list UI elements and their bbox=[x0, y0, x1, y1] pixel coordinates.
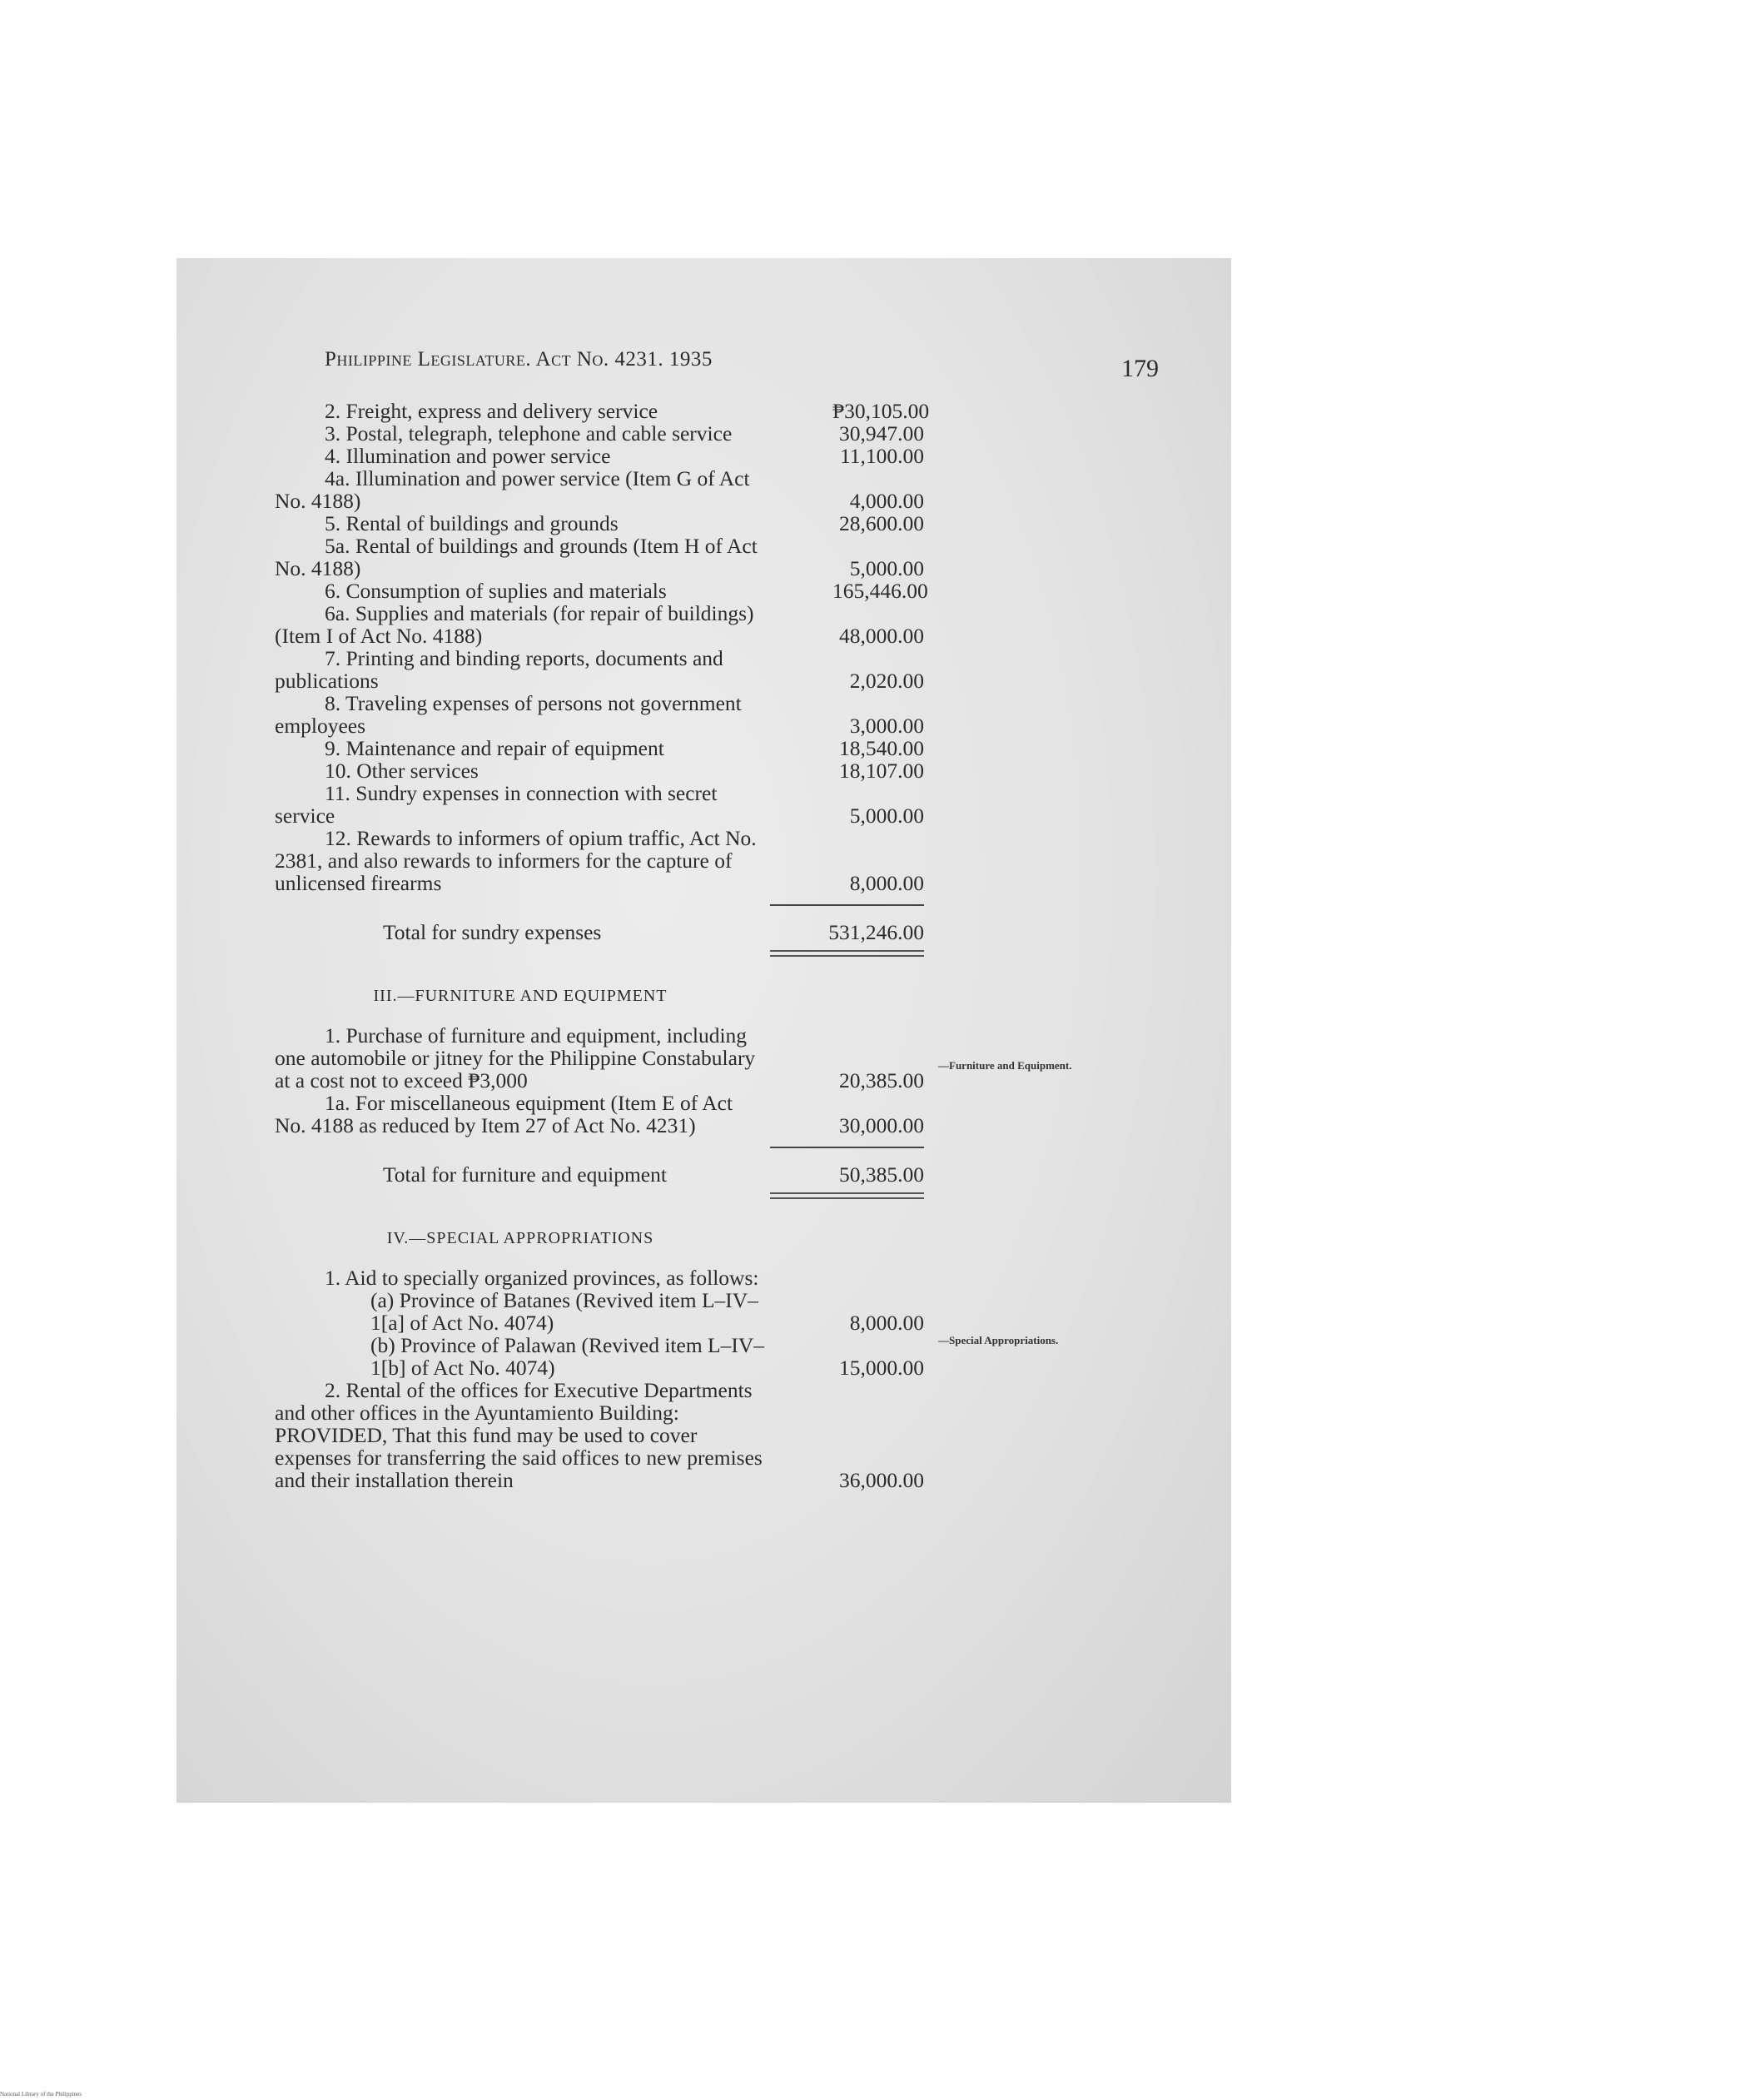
furniture-item-row bbox=[275, 1023, 924, 1092]
sundry-item-amount: ₱30,105.00 bbox=[832, 399, 930, 423]
sundry-item-amount: 18,540.00 bbox=[839, 736, 924, 760]
furniture-item-amount: 20,385.00 bbox=[839, 1068, 924, 1092]
section-heading-special: IV.—SPECIAL APPROPRIATIONS bbox=[386, 1229, 654, 1247]
sundry-item-row bbox=[275, 579, 928, 603]
sundry-item-text: 10. Other services bbox=[325, 759, 479, 783]
sundry-item-amount: 28,600.00 bbox=[839, 511, 924, 535]
page-number: 179 bbox=[1121, 355, 1159, 382]
sundry-item-row bbox=[275, 421, 924, 445]
furniture-item-amount: 30,000.00 bbox=[839, 1113, 924, 1137]
sundry-item-amount: 2,020.00 bbox=[849, 669, 924, 693]
furniture-item-text: 1a. For miscellaneous equipment (Item E of Act No. 4188 as reduced by Item 27 of Act No. 4231) bbox=[275, 1091, 733, 1137]
special-item-text: 2. Rental of the offices for Executive Departments and other offices in the Ayuntamiento Building: PROVIDED, That this fund may be used to cover expenses for transferring the said offices to new premises and their installation therein bbox=[275, 1378, 763, 1492]
furniture-item-text: 1. Purchase of furniture and equipment, including one automobile or jitney for the Philippine Constabulary at a cost not to exceed ₱3,000 bbox=[275, 1023, 756, 1092]
sundry-item-amount: 11,100.00 bbox=[839, 444, 924, 468]
sundry-item-text: 4a. Illumination and power service (Item G of Act No. 4188) bbox=[275, 466, 750, 513]
sundry-item-text: 6a. Supplies and materials (for repair of buildings) (Item I of Act No. 4188) bbox=[275, 601, 754, 648]
sundry-item-text: 5a. Rental of buildings and grounds (Item H of Act No. 4188) bbox=[275, 534, 758, 580]
sundry-item-amount: 8,000.00 bbox=[849, 871, 924, 895]
sundry-total-amount: 531,246.00 bbox=[828, 920, 924, 944]
total-double-rule bbox=[770, 950, 924, 957]
special-item-row bbox=[275, 1378, 924, 1492]
sundry-item-text: 6. Consumption of suplies and materials bbox=[325, 579, 667, 603]
special-item-amount: 36,000.00 bbox=[839, 1468, 924, 1492]
furniture-item-row bbox=[275, 1091, 924, 1137]
sundry-item-amount: 5,000.00 bbox=[849, 556, 924, 580]
sundry-item-text: 7. Printing and binding reports, documents and publications bbox=[275, 646, 723, 693]
sundry-total-row bbox=[275, 920, 924, 944]
margin-note-special: —Special Appropriations. bbox=[938, 1334, 1059, 1346]
sundry-expenses-list bbox=[275, 399, 930, 895]
sundry-item-row bbox=[275, 759, 924, 783]
special-item-row bbox=[275, 1288, 924, 1335]
special-item-text: (a) Province of Batanes (Revived item L–IV–1[a] of Act No. 4074) bbox=[370, 1288, 758, 1335]
sundry-item-row bbox=[275, 444, 924, 468]
total-double-rule bbox=[770, 1192, 924, 1199]
scanned-page bbox=[176, 258, 1231, 1803]
sundry-item-amount: 4,000.00 bbox=[849, 489, 924, 513]
sundry-item-text: 3. Postal, telegraph, telephone and cable service bbox=[325, 421, 733, 445]
sundry-item-text: 12. Rewards to informers of opium traffic, Act No. 2381, and also rewards to informers for the capture of unlicensed firearms bbox=[275, 826, 757, 895]
furniture-list bbox=[275, 1023, 924, 1137]
sundry-item-amount: 30,947.00 bbox=[839, 421, 924, 445]
sundry-item-row bbox=[275, 466, 924, 513]
special-appropriations-list bbox=[275, 1288, 924, 1492]
appropriations-body bbox=[275, 399, 930, 1492]
sundry-total-label: Total for sundry expenses bbox=[383, 920, 602, 944]
sundry-item-row bbox=[275, 601, 924, 648]
sundry-item-amount: 3,000.00 bbox=[849, 714, 924, 738]
sundry-item-row bbox=[275, 511, 924, 535]
sundry-item-row bbox=[275, 646, 924, 693]
special-item-amount: 15,000.00 bbox=[839, 1356, 924, 1380]
sundry-item-row bbox=[275, 826, 924, 895]
special-item-text: (b) Province of Palawan (Revived item L–IV–1[b] of Act No. 4074) bbox=[370, 1333, 765, 1380]
sundry-item-row bbox=[275, 736, 924, 760]
furniture-total-row bbox=[275, 1162, 924, 1187]
sundry-item-text: 8. Traveling expenses of persons not government employees bbox=[275, 691, 742, 738]
sundry-item-text: 9. Maintenance and repair of equipment bbox=[325, 736, 664, 760]
sundry-item-row bbox=[275, 399, 930, 423]
sundry-item-amount: 5,000.00 bbox=[849, 804, 924, 828]
sundry-item-text: 2. Freight, express and delivery service bbox=[325, 399, 658, 423]
section-heading-furniture: III.—FURNITURE AND EQUIPMENT bbox=[373, 987, 668, 1005]
margin-note-furniture: —Furniture and Equipment. bbox=[938, 1059, 1072, 1072]
sundry-item-row bbox=[275, 691, 924, 738]
running-title: Philippine Legislature. Act No. 4231. 1935 bbox=[325, 348, 713, 371]
furniture-total-label: Total for furniture and equipment bbox=[383, 1162, 667, 1187]
sundry-item-amount: 48,000.00 bbox=[839, 624, 924, 648]
subtotal-rule bbox=[770, 1147, 924, 1148]
furniture-total-amount: 50,385.00 bbox=[839, 1162, 924, 1187]
sundry-item-text: 5. Rental of buildings and grounds bbox=[325, 511, 619, 535]
special-item-amount: 8,000.00 bbox=[849, 1311, 924, 1335]
footer-credit: National Library of the Philippines bbox=[0, 2091, 82, 2098]
subtotal-rule bbox=[770, 904, 924, 906]
sundry-item-row bbox=[275, 534, 924, 580]
sundry-item-text: 4. Illumination and power service bbox=[325, 444, 611, 468]
running-header bbox=[325, 348, 713, 371]
sundry-item-row bbox=[275, 781, 924, 828]
special-intro: 1. Aid to specially organized provinces, as follows: bbox=[325, 1266, 759, 1290]
sundry-item-amount: 18,107.00 bbox=[839, 759, 924, 783]
sundry-item-amount: 165,446.00 bbox=[832, 579, 928, 603]
special-item-row bbox=[275, 1333, 924, 1380]
sundry-item-text: 11. Sundry expenses in connection with secret service bbox=[275, 781, 718, 828]
